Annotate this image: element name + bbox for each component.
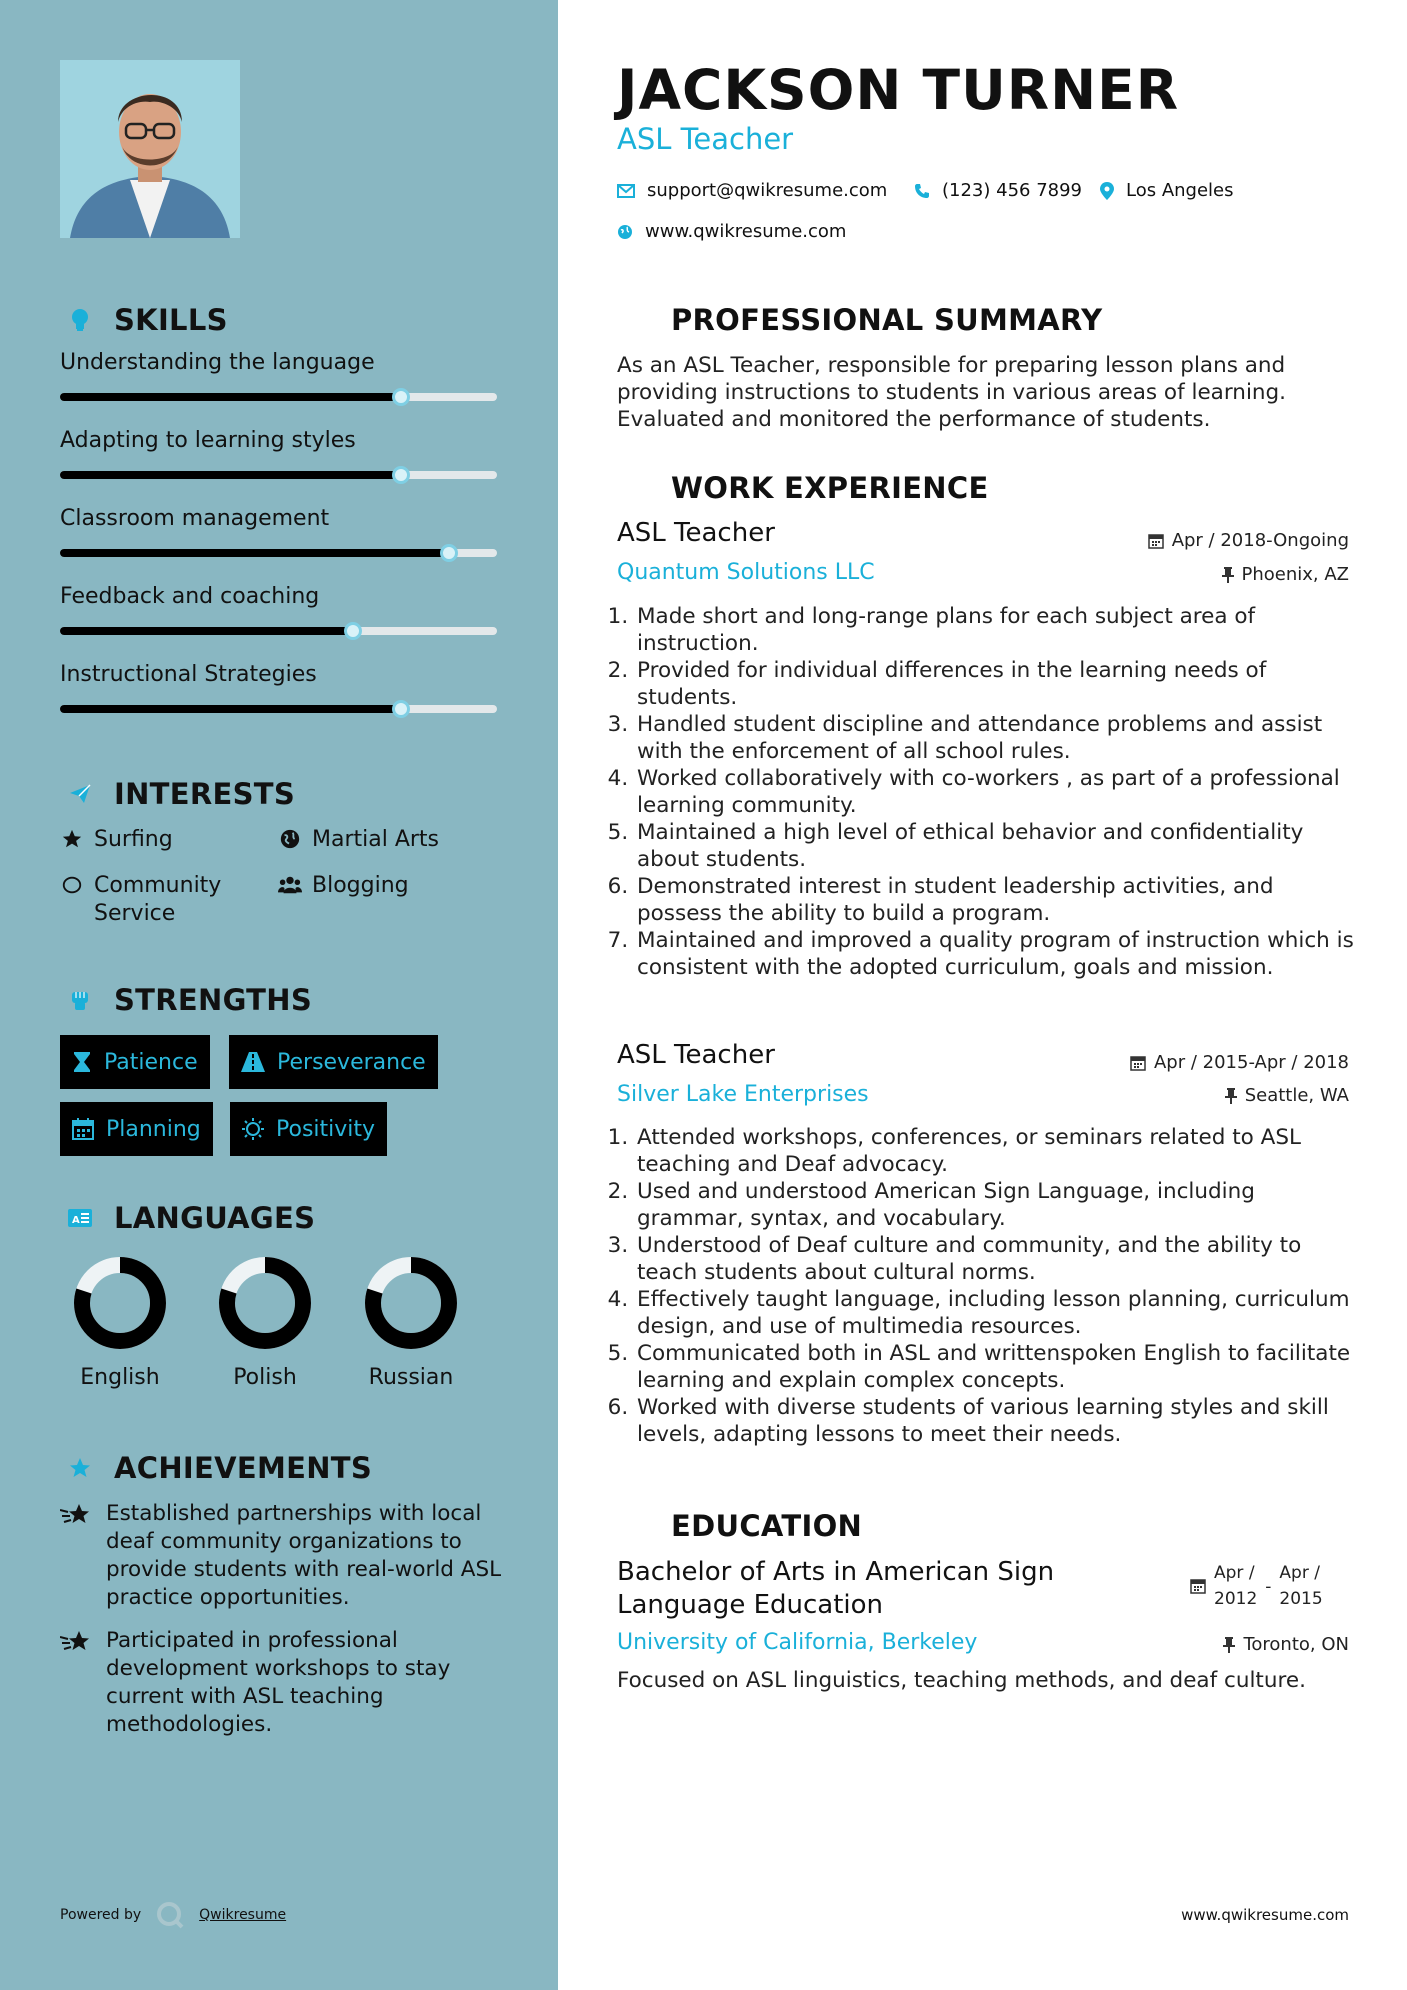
skill-item: Understanding the language <box>60 350 497 401</box>
achievement-item: Established partnerships with local deaf community organizations to provide students with real-world ASL practice opportunities. <box>60 1500 510 1612</box>
skill-fill <box>60 471 401 479</box>
skill-bar <box>60 705 497 713</box>
education-description: Focused on ASL linguistics, teaching methods, and deaf culture. <box>617 1668 1306 1693</box>
strength-badge: Planning <box>60 1102 213 1156</box>
education-heading: EDUCATION <box>617 1506 862 1546</box>
language-ring <box>363 1255 459 1351</box>
lemon-icon <box>60 872 84 928</box>
lightbulb-icon <box>60 300 100 340</box>
experience-heading: WORK EXPERIENCE <box>617 468 989 508</box>
language-card-icon <box>60 1198 100 1238</box>
shooting-star-icon <box>60 1500 92 1612</box>
skill-item: Adapting to learning styles <box>60 428 497 479</box>
list-item: 2. Used and understood American Sign Language, including grammar, syntax, and vocabulary. <box>635 1178 1362 1232</box>
list-item: 4. Worked collaboratively with co-workers , as part of a professional learning community. <box>635 765 1362 819</box>
education-dates <box>1190 1560 1323 1612</box>
list-item: 1. Made short and long-range plans for each subject area of instruction. <box>635 603 1362 657</box>
skill-fill <box>60 393 401 401</box>
list-item: 6. Demonstrated interest in student leadership activities, and possess the ability to build a program. <box>635 873 1362 927</box>
edu-end: Apr / 2015 <box>1279 1563 1323 1609</box>
envelope-icon <box>617 184 635 198</box>
skill-slider-knob[interactable] <box>392 388 410 406</box>
strength-badge: Patience <box>60 1035 210 1089</box>
skills-heading: SKILLS <box>60 300 228 340</box>
skill-slider-knob[interactable] <box>392 466 410 484</box>
strengths-heading: STRENGTHS <box>60 980 312 1020</box>
list-item: 3. Handled student discipline and attendance problems and assist with the enforcement of all school rules. <box>635 711 1362 765</box>
achievement-item: Participated in professional development workshops to stay current with ASL teaching methodologies. <box>60 1627 510 1739</box>
skill-fill <box>60 705 401 713</box>
job-bullets <box>617 1124 1362 1448</box>
summary-heading: PROFESSIONAL SUMMARY <box>617 300 1102 340</box>
skill-bar <box>60 471 497 479</box>
strength-badge: Perseverance <box>229 1035 438 1089</box>
skill-bar <box>60 549 497 557</box>
languages-heading: A LANGUAGES <box>60 1198 315 1238</box>
users-icon <box>278 872 302 900</box>
list-item: 1. Attended workshops, conferences, or seminars related to ASL teaching and Deaf advocacy. <box>635 1124 1362 1178</box>
road-icon <box>241 1052 265 1072</box>
list-item: 2. Provided for individual differences in the learning needs of students. <box>635 657 1362 711</box>
skill-fill <box>60 549 449 557</box>
globe-icon <box>617 224 633 240</box>
calendar-icon <box>1130 1055 1146 1071</box>
pushpin-icon <box>1222 567 1234 583</box>
edu-dash: - <box>1265 1577 1272 1597</box>
fist-icon <box>60 980 100 1020</box>
interests-heading: INTERESTS <box>60 774 295 814</box>
office-chair-icon <box>617 468 657 508</box>
candidate-name: JACKSON TURNER <box>617 58 1180 122</box>
svg-text:A: A <box>72 1215 80 1226</box>
language-item: Russian <box>356 1255 466 1390</box>
degree-title: Bachelor of Arts in American Sign Language Education <box>617 1557 1055 1620</box>
star-badge-icon <box>60 1448 100 1488</box>
pushpin-icon <box>1225 1088 1237 1104</box>
summary-text: As an ASL Teacher, responsible for preparing lesson plans and providing instructions to students in various areas of learning. Evaluated and monitored the performance of students. <box>617 353 1287 432</box>
job-dates: Apr / 2018-Ongoing <box>1148 530 1349 551</box>
star-icon <box>60 826 84 854</box>
graduation-cap-icon <box>617 1506 657 1546</box>
company-name: Quantum Solutions LLC <box>617 560 875 585</box>
candidate-title: ASL Teacher <box>617 122 794 156</box>
language-item: English <box>65 1255 175 1390</box>
job-title: ASL Teacher <box>617 518 775 548</box>
edu-start: Apr / 2012 <box>1214 1563 1258 1609</box>
job-location: Phoenix, AZ <box>1222 564 1350 585</box>
job-bullets <box>617 603 1362 981</box>
powered-by: Powered by Qwikresume <box>60 1900 286 1930</box>
calendar-icon <box>1148 533 1164 549</box>
contact-phone: (123) 456 7899 <box>914 180 1082 201</box>
profile-photo <box>60 60 240 238</box>
skill-item: Feedback and coaching <box>60 584 497 635</box>
interest-item: Community Service <box>60 872 260 928</box>
company-name: Silver Lake Enterprises <box>617 1082 869 1107</box>
skill-bar <box>60 627 497 635</box>
skill-slider-knob[interactable] <box>344 622 362 640</box>
contact-location: Los Angeles <box>1100 180 1234 201</box>
skill-bar <box>60 393 497 401</box>
shooting-star-icon <box>60 1627 92 1739</box>
map-pin-icon <box>1100 182 1114 200</box>
phone-icon <box>914 183 930 199</box>
school-name: University of California, Berkeley <box>617 1630 978 1655</box>
calendar-icon <box>1190 1578 1206 1594</box>
interest-item: Martial Arts <box>278 826 439 854</box>
list-item: 7. Maintained and improved a quality program of instruction which is consistent with the adopted curriculum, goals and mission. <box>635 927 1362 981</box>
calendar-icon <box>72 1118 94 1140</box>
interest-item: Surfing <box>60 826 173 854</box>
list-item: 5. Communicated both in ASL and writtenspoken English to facilitate learning and explain complex concepts. <box>635 1340 1362 1394</box>
contact-website: www.qwikresume.com <box>617 221 846 242</box>
list-item: 6. Worked with diverse students of various learning styles and skill levels, adapting lessons to meet their needs. <box>635 1394 1362 1448</box>
strength-badge: Positivity <box>230 1102 387 1156</box>
pushpin-icon <box>1223 1637 1235 1653</box>
globe-icon <box>278 826 302 854</box>
achievements-heading: ACHIEVEMENTS <box>60 1448 372 1488</box>
list-item: 5. Maintained a high level of ethical behavior and confidentiality about students. <box>635 819 1362 873</box>
list-item: 3. Understood of Deaf culture and community, and the ability to teach students about cultural norms. <box>635 1232 1362 1286</box>
paper-plane-icon <box>60 774 100 814</box>
language-item: Polish <box>210 1255 320 1390</box>
user-icon <box>617 300 657 340</box>
job-dates: Apr / 2015-Apr / 2018 <box>1130 1052 1349 1073</box>
job-title: ASL Teacher <box>617 1040 775 1070</box>
list-item: 4. Effectively taught language, including lesson planning, curriculum design, and use of multimedia resources. <box>635 1286 1362 1340</box>
education-location: Toronto, ON <box>1223 1634 1349 1655</box>
sun-icon <box>242 1118 264 1140</box>
footer-url[interactable]: www.qwikresume.com <box>1181 1906 1349 1924</box>
language-ring <box>217 1255 313 1351</box>
contact-email: support@qwikresume.com <box>617 180 887 201</box>
skill-slider-knob[interactable] <box>392 700 410 718</box>
interest-item: Blogging <box>278 872 409 900</box>
job-location: Seattle, WA <box>1225 1085 1349 1106</box>
qwikresume-link[interactable]: Qwikresume <box>199 1907 287 1923</box>
skill-item: Classroom management <box>60 506 497 557</box>
qwikresume-logo-icon <box>155 1900 185 1930</box>
hourglass-icon <box>72 1051 92 1073</box>
skill-fill <box>60 627 353 635</box>
skill-item: Instructional Strategies <box>60 662 497 713</box>
skill-slider-knob[interactable] <box>440 544 458 562</box>
language-ring <box>72 1255 168 1351</box>
